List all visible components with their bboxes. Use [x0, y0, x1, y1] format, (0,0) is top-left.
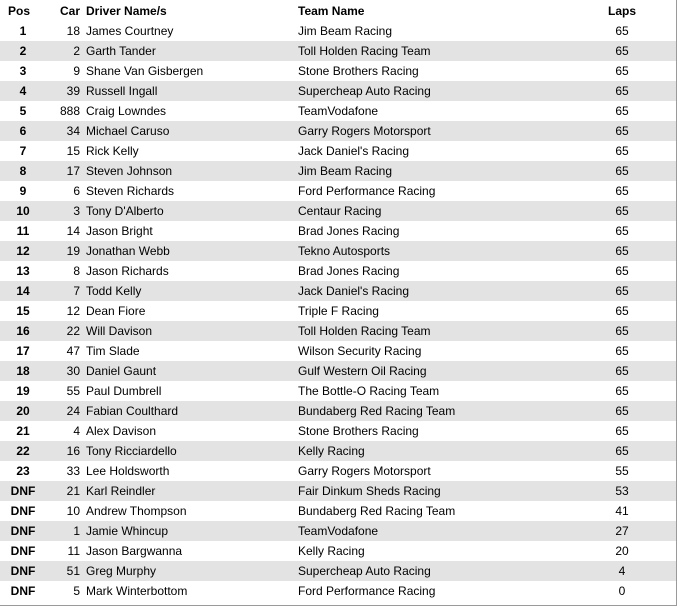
cell-driver: Will Davison — [86, 324, 153, 338]
cell-laps: 65 — [615, 264, 629, 278]
cell-driver: Todd Kelly — [86, 284, 142, 298]
cell-driver: Rick Kelly — [86, 144, 139, 158]
table-row — [0, 321, 676, 341]
cell-pos: 5 — [19, 104, 27, 118]
cell-laps: 65 — [615, 44, 629, 58]
table-row — [0, 561, 676, 581]
cell-team: Stone Brothers Racing — [298, 424, 419, 438]
cell-laps: 65 — [615, 324, 629, 338]
table-row — [0, 41, 676, 61]
cell-pos: 8 — [19, 164, 27, 178]
cell-pos: DNF — [10, 524, 36, 538]
cell-laps: 65 — [615, 224, 629, 238]
cell-driver: Jamie Whincup — [86, 524, 169, 538]
cell-car: 5 — [73, 584, 80, 598]
table-row — [0, 201, 676, 221]
table-row — [0, 361, 676, 381]
cell-team: Bundaberg Red Racing Team — [298, 504, 456, 518]
cell-laps: 65 — [615, 344, 629, 358]
cell-pos: 21 — [16, 424, 30, 438]
cell-car: 22 — [66, 324, 80, 338]
cell-pos: 12 — [16, 244, 30, 258]
cell-pos: 22 — [16, 444, 30, 458]
cell-team: Supercheap Auto Racing — [298, 564, 431, 578]
table-row — [0, 281, 676, 301]
cell-laps: 65 — [615, 424, 629, 438]
cell-pos: 13 — [16, 264, 30, 278]
cell-team: Triple F Racing — [298, 304, 379, 318]
cell-team: Supercheap Auto Racing — [298, 84, 431, 98]
cell-driver: Tony Ricciardello — [86, 444, 177, 458]
cell-pos: 20 — [16, 404, 30, 418]
cell-pos: DNF — [10, 484, 36, 498]
cell-driver: Dean Fiore — [86, 304, 146, 318]
cell-team: TeamVodafone — [298, 524, 379, 538]
cell-car: 7 — [73, 284, 80, 298]
cell-car: 16 — [66, 444, 80, 458]
cell-team: Jim Beam Racing — [298, 164, 393, 178]
table-body — [0, 21, 676, 601]
table-row — [0, 221, 676, 241]
table-row — [0, 501, 676, 521]
cell-car: 2 — [73, 44, 80, 58]
cell-driver: Tony D'Alberto — [86, 204, 164, 218]
cell-car: 8 — [73, 264, 80, 278]
table-row — [0, 301, 676, 321]
cell-laps: 65 — [615, 384, 629, 398]
cell-laps: 65 — [615, 164, 629, 178]
table-row — [0, 21, 676, 41]
cell-driver: Steven Johnson — [86, 164, 173, 178]
cell-pos: 23 — [16, 464, 30, 478]
cell-car: 6 — [73, 184, 80, 198]
cell-team: Ford Performance Racing — [298, 184, 436, 198]
cell-laps: 65 — [615, 304, 629, 318]
cell-team: Kelly Racing — [298, 544, 365, 558]
cell-car: 3 — [73, 204, 80, 218]
cell-driver: Michael Caruso — [86, 124, 170, 138]
cell-car: 4 — [73, 424, 80, 438]
cell-team: Toll Holden Racing Team — [298, 44, 431, 58]
cell-pos: 1 — [19, 24, 27, 38]
cell-car: 9 — [73, 64, 80, 78]
cell-laps: 65 — [615, 244, 629, 258]
table-row — [0, 181, 676, 201]
cell-laps: 20 — [615, 544, 629, 558]
cell-laps: 65 — [615, 24, 629, 38]
table-row — [0, 81, 676, 101]
cell-driver: Paul Dumbrell — [86, 384, 162, 398]
cell-laps: 65 — [615, 364, 629, 378]
cell-laps: 41 — [615, 504, 629, 518]
cell-driver: Garth Tander — [86, 44, 156, 58]
cell-car: 11 — [67, 544, 80, 558]
cell-driver: Lee Holdsworth — [86, 464, 170, 478]
cell-team: Kelly Racing — [298, 444, 365, 458]
cell-team: Jack Daniel's Racing — [298, 284, 410, 298]
cell-car: 15 — [66, 144, 80, 158]
cell-pos: 2 — [19, 44, 27, 58]
cell-team: Jim Beam Racing — [298, 24, 393, 38]
cell-laps: 55 — [615, 464, 629, 478]
cell-laps: 0 — [618, 584, 626, 598]
table-row — [0, 141, 676, 161]
cell-car: 18 — [66, 24, 80, 38]
cell-pos: 7 — [19, 144, 27, 158]
cell-team: Stone Brothers Racing — [298, 64, 419, 78]
cell-laps: 65 — [615, 184, 629, 198]
table-row — [0, 61, 676, 81]
cell-driver: Russell Ingall — [86, 84, 158, 98]
cell-driver: Karl Reindler — [86, 484, 156, 498]
cell-team: Brad Jones Racing — [298, 224, 400, 238]
cell-pos: DNF — [10, 504, 36, 518]
cell-driver: Steven Richards — [86, 184, 175, 198]
cell-driver: Jason Bargwanna — [86, 544, 183, 558]
table-row — [0, 101, 676, 121]
table-row — [0, 161, 676, 181]
cell-team: Wilson Security Racing — [298, 344, 422, 358]
cell-laps: 65 — [615, 404, 629, 418]
cell-driver: Jonathan Webb — [86, 244, 170, 258]
cell-laps: 65 — [615, 284, 629, 298]
cell-laps: 65 — [615, 84, 629, 98]
cell-car: 1 — [73, 524, 80, 538]
cell-pos: 16 — [16, 324, 30, 338]
cell-pos: DNF — [10, 544, 36, 558]
cell-team: TeamVodafone — [298, 104, 379, 118]
cell-pos: 9 — [19, 184, 27, 198]
table-row — [0, 121, 676, 141]
cell-driver: James Courtney — [86, 24, 174, 38]
cell-team: Garry Rogers Motorsport — [298, 124, 431, 138]
cell-team: The Bottle-O Racing Team — [298, 384, 440, 398]
cell-car: 51 — [66, 564, 80, 578]
cell-pos: DNF — [10, 584, 36, 598]
cell-car: 12 — [66, 304, 80, 318]
cell-team: Garry Rogers Motorsport — [298, 464, 431, 478]
cell-pos: 18 — [16, 364, 30, 378]
cell-car: 33 — [66, 464, 80, 478]
table-row — [0, 441, 676, 461]
cell-car: 39 — [66, 84, 80, 98]
header-driver: Driver Name/s — [86, 3, 167, 18]
cell-driver: Jason Bright — [86, 224, 153, 238]
cell-pos: 19 — [16, 384, 30, 398]
cell-team: Brad Jones Racing — [298, 264, 400, 278]
cell-team: Fair Dinkum Sheds Racing — [298, 484, 441, 498]
header-laps: Laps — [607, 3, 636, 18]
cell-laps: 27 — [615, 524, 629, 538]
cell-pos: 11 — [16, 224, 30, 238]
table-header — [0, 0, 676, 21]
cell-driver: Craig Lowndes — [86, 104, 167, 118]
cell-laps: 65 — [615, 204, 629, 218]
cell-car: 24 — [66, 404, 80, 418]
cell-driver: Daniel Gaunt — [86, 364, 157, 378]
cell-car: 14 — [66, 224, 80, 238]
cell-car: 17 — [66, 164, 80, 178]
cell-driver: Greg Murphy — [86, 564, 157, 578]
cell-laps: 65 — [615, 444, 629, 458]
cell-car: 55 — [66, 384, 80, 398]
cell-pos: 3 — [19, 64, 27, 78]
table-row — [0, 481, 676, 501]
cell-pos: 14 — [16, 284, 30, 298]
table-row — [0, 261, 676, 281]
table-row — [0, 421, 676, 441]
cell-driver: Tim Slade — [86, 344, 140, 358]
table-row — [0, 581, 676, 601]
cell-laps: 65 — [615, 144, 629, 158]
cell-pos: 6 — [19, 124, 27, 138]
cell-driver: Jason Richards — [86, 264, 169, 278]
cell-team: Bundaberg Red Racing Team — [298, 404, 456, 418]
cell-car: 21 — [66, 484, 80, 498]
cell-pos: 10 — [16, 204, 30, 218]
cell-car: 888 — [59, 104, 80, 118]
table-row — [0, 541, 676, 561]
cell-pos: 17 — [16, 344, 30, 358]
header-team: Team Name — [298, 3, 365, 18]
cell-driver: Shane Van Gisbergen — [86, 64, 204, 78]
cell-team: Centaur Racing — [298, 204, 382, 218]
cell-car: 10 — [66, 504, 80, 518]
table-row — [0, 341, 676, 361]
cell-driver: Fabian Coulthard — [86, 404, 179, 418]
header-pos: Pos — [8, 3, 31, 18]
cell-car: 34 — [66, 124, 80, 138]
cell-pos: 4 — [19, 84, 27, 98]
table-row — [0, 241, 676, 261]
cell-team: Tekno Autosports — [298, 244, 391, 258]
cell-car: 47 — [66, 344, 80, 358]
cell-driver: Andrew Thompson — [86, 504, 187, 518]
cell-car: 19 — [66, 244, 80, 258]
cell-laps: 65 — [615, 124, 629, 138]
cell-driver: Alex Davison — [86, 424, 157, 438]
cell-team: Jack Daniel's Racing — [298, 144, 410, 158]
cell-car: 30 — [66, 364, 80, 378]
cell-laps: 4 — [618, 564, 626, 578]
cell-team: Gulf Western Oil Racing — [298, 364, 427, 378]
cell-team: Toll Holden Racing Team — [298, 324, 431, 338]
header-car: Car — [59, 3, 80, 18]
cell-laps: 53 — [615, 484, 629, 498]
cell-laps: 65 — [615, 104, 629, 118]
cell-pos: DNF — [10, 564, 36, 578]
cell-team: Ford Performance Racing — [298, 584, 436, 598]
cell-laps: 65 — [615, 64, 629, 78]
table-row — [0, 461, 676, 481]
table-row — [0, 401, 676, 421]
table-row — [0, 381, 676, 401]
table-row — [0, 521, 676, 541]
cell-pos: 15 — [16, 304, 30, 318]
cell-driver: Mark Winterbottom — [86, 584, 188, 598]
